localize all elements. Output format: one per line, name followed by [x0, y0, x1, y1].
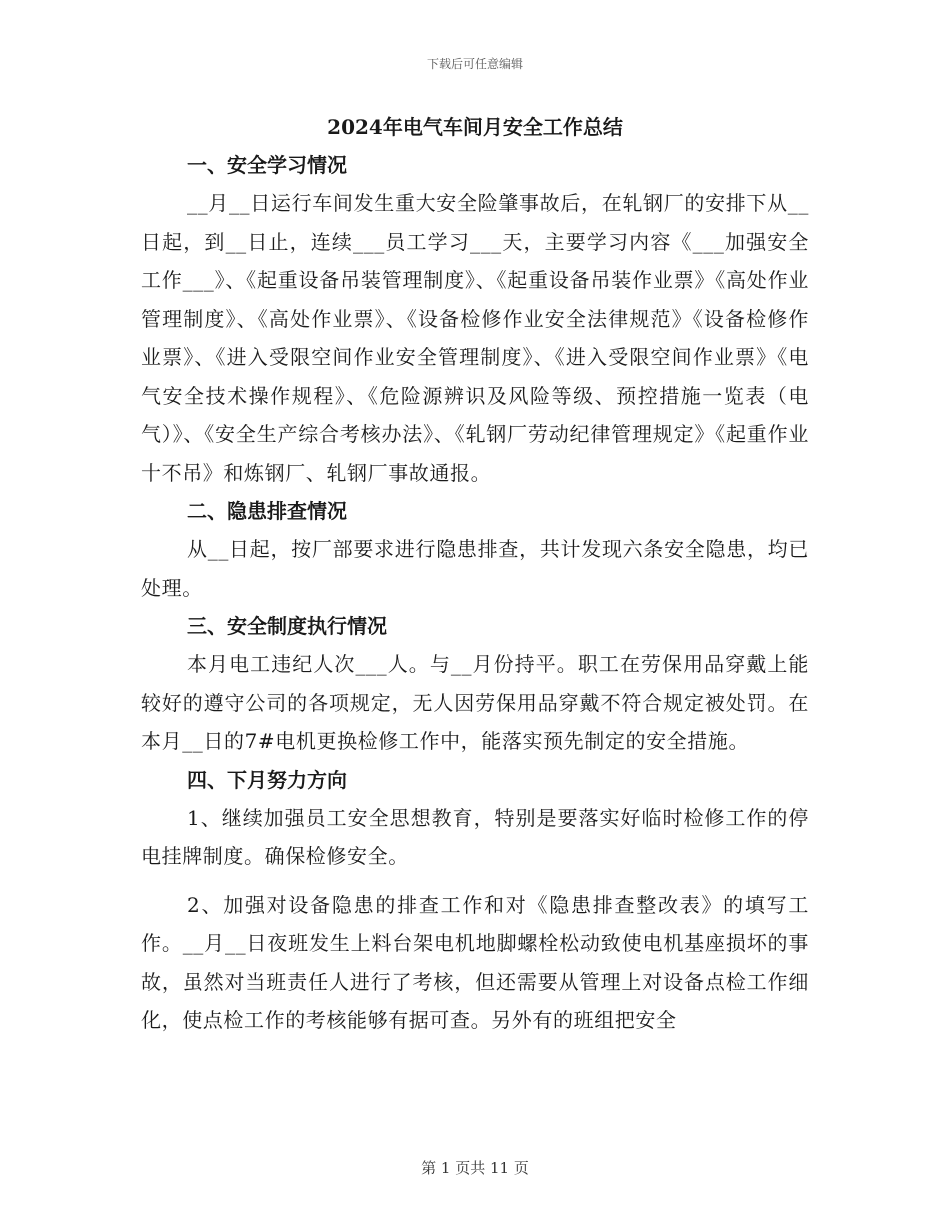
- paragraph-safety-study: __月__日运行车间发生重大安全险肇事故后，在轧钢厂的安排下从__日起，到__日止，连续___员工学习___天，主要学习内容《___加强安全工作___》、《起重设备吊装管理制度》、《起重设备吊装作业票》《高处作业管理制度》、《高处作业票》、《设备检修作业安全法律规范》《设备检修作业票》、《进入受限空间作业安全管理制度》、《进入受限空间作业票》《电气安全技术操作规程》、《危险源辨识及风险等级、预控措施一览表（电气）》、《安全生产综合考核办法》、《轧钢厂劳动纪律管理规定》《起重作业十不吊》和炼钢厂、轧钢厂事故通报。: [141, 191, 809, 485]
- page-header-note: 下载后可任意编辑: [426, 57, 523, 71]
- section-heading-hazard-check: 二、隐患排查情况: [187, 499, 347, 523]
- paragraph-next-month-2: 2、加强对设备隐患的排查工作和对《隐患排查整改表》的填写工作。__月__日夜班发生上料台架电机地脚螺栓松动致使电机基座损坏的事故，虽然对当班责任人进行了考核，但还需要从管理上对设备点检工作细化，使点检工作的考核能够有据可查。另外有的班组把安全: [141, 892, 809, 1032]
- paragraph-rule-execution: 本月电工违纪人次___人。与__月份持平。职工在劳保用品穿戴上能较好的遵守公司的各项规定，无人因劳保用品穿戴不符合规定被处罚。在本月__日的7#电机更换检修工作中，能落实预先制定的安全措施。: [141, 652, 809, 753]
- section-heading-rule-execution: 三、安全制度执行情况: [187, 614, 387, 638]
- page-number: 第 1 页共 11 页: [421, 1159, 529, 1177]
- paragraph-hazard-check: 从__日起，按厂部要求进行隐患排查，共计发现六条安全隐患，均已处理。: [141, 537, 809, 600]
- section-heading-next-month: 四、下月努力方向: [187, 767, 347, 792]
- paragraph-next-month-1: 1、继续加强员工安全思想教育，特别是要落实好临时检修工作的停电挂牌制度。确保检修安全。: [141, 805, 809, 868]
- document-body: [141, 108, 809, 1040]
- document-title: 2024年电气车间月安全工作总结: [327, 115, 623, 139]
- section-heading-safety-study: 一、安全学习情况: [187, 153, 347, 177]
